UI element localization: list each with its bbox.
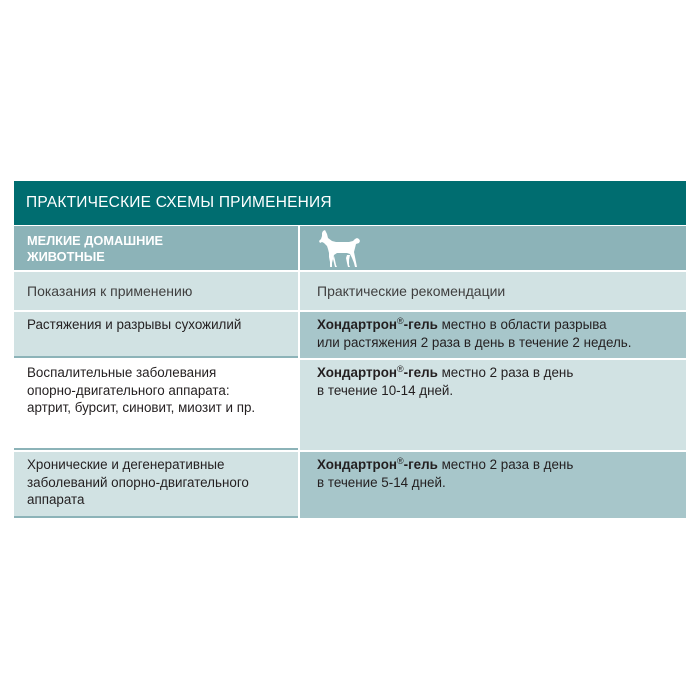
indication-line: заболеваний опорно-двигательного (27, 474, 249, 490)
indication-cell (14, 452, 298, 518)
table-row (14, 452, 686, 518)
table-row (14, 312, 686, 358)
section-label (14, 226, 298, 270)
indication-cell (14, 360, 298, 450)
indication-line: аппарата (27, 492, 85, 507)
column-header-indications: Показания к применению (14, 272, 298, 310)
recommendation-text-rest: в течение 10-14 дней. (317, 382, 454, 398)
registered-mark: ® (396, 316, 404, 326)
section-label-line1: МЕЛКИЕ ДОМАШНИЕ (27, 233, 164, 248)
section-icon-cell (300, 226, 686, 270)
recommendation-cell (300, 312, 686, 358)
brand-name: Хондартрон®-гель (317, 316, 438, 332)
table-row (14, 360, 686, 450)
section-label-line2: ЖИВОТНЫЕ (27, 248, 105, 264)
indication-line: Воспалительные заболевания (27, 365, 217, 380)
indication-line: Растяжения и разрывы сухожилий (27, 317, 242, 332)
table-title: ПРАКТИЧЕСКИЕ СХЕМЫ ПРИМЕНЕНИЯ (14, 181, 686, 225)
indication-cell (14, 312, 298, 358)
recommendation-cell (300, 360, 686, 450)
indication-line: артрит, бурсит, синовит, миозит и пр. (27, 400, 256, 415)
recommendation-cell (300, 452, 686, 518)
indication-line: опорно-двигательного аппарата: (27, 382, 230, 398)
recommendation-text-rest: в течение 5-14 дней. (317, 474, 446, 490)
dog-icon (319, 229, 363, 269)
column-header-recommendations: Практические рекомендации (300, 272, 686, 310)
column-header-row (14, 272, 686, 310)
recommendation-text-rest: или растяжения 2 раза в день в течение 2 недель. (317, 334, 632, 350)
registered-mark: ® (396, 364, 404, 374)
recommendation-text: местно в области разрыва (437, 317, 607, 332)
recommendation-text: местно 2 раза в день (437, 457, 574, 472)
recommendation-text: местно 2 раза в день (437, 365, 574, 380)
brand-name: Хондартрон®-гель (317, 364, 438, 380)
indication-line: Хронические и дегенеративные (27, 457, 225, 472)
registered-mark: ® (396, 456, 404, 466)
section-row (14, 226, 686, 270)
brand-name: Хондартрон®-гель (317, 456, 438, 472)
application-schemes-table (14, 181, 686, 518)
